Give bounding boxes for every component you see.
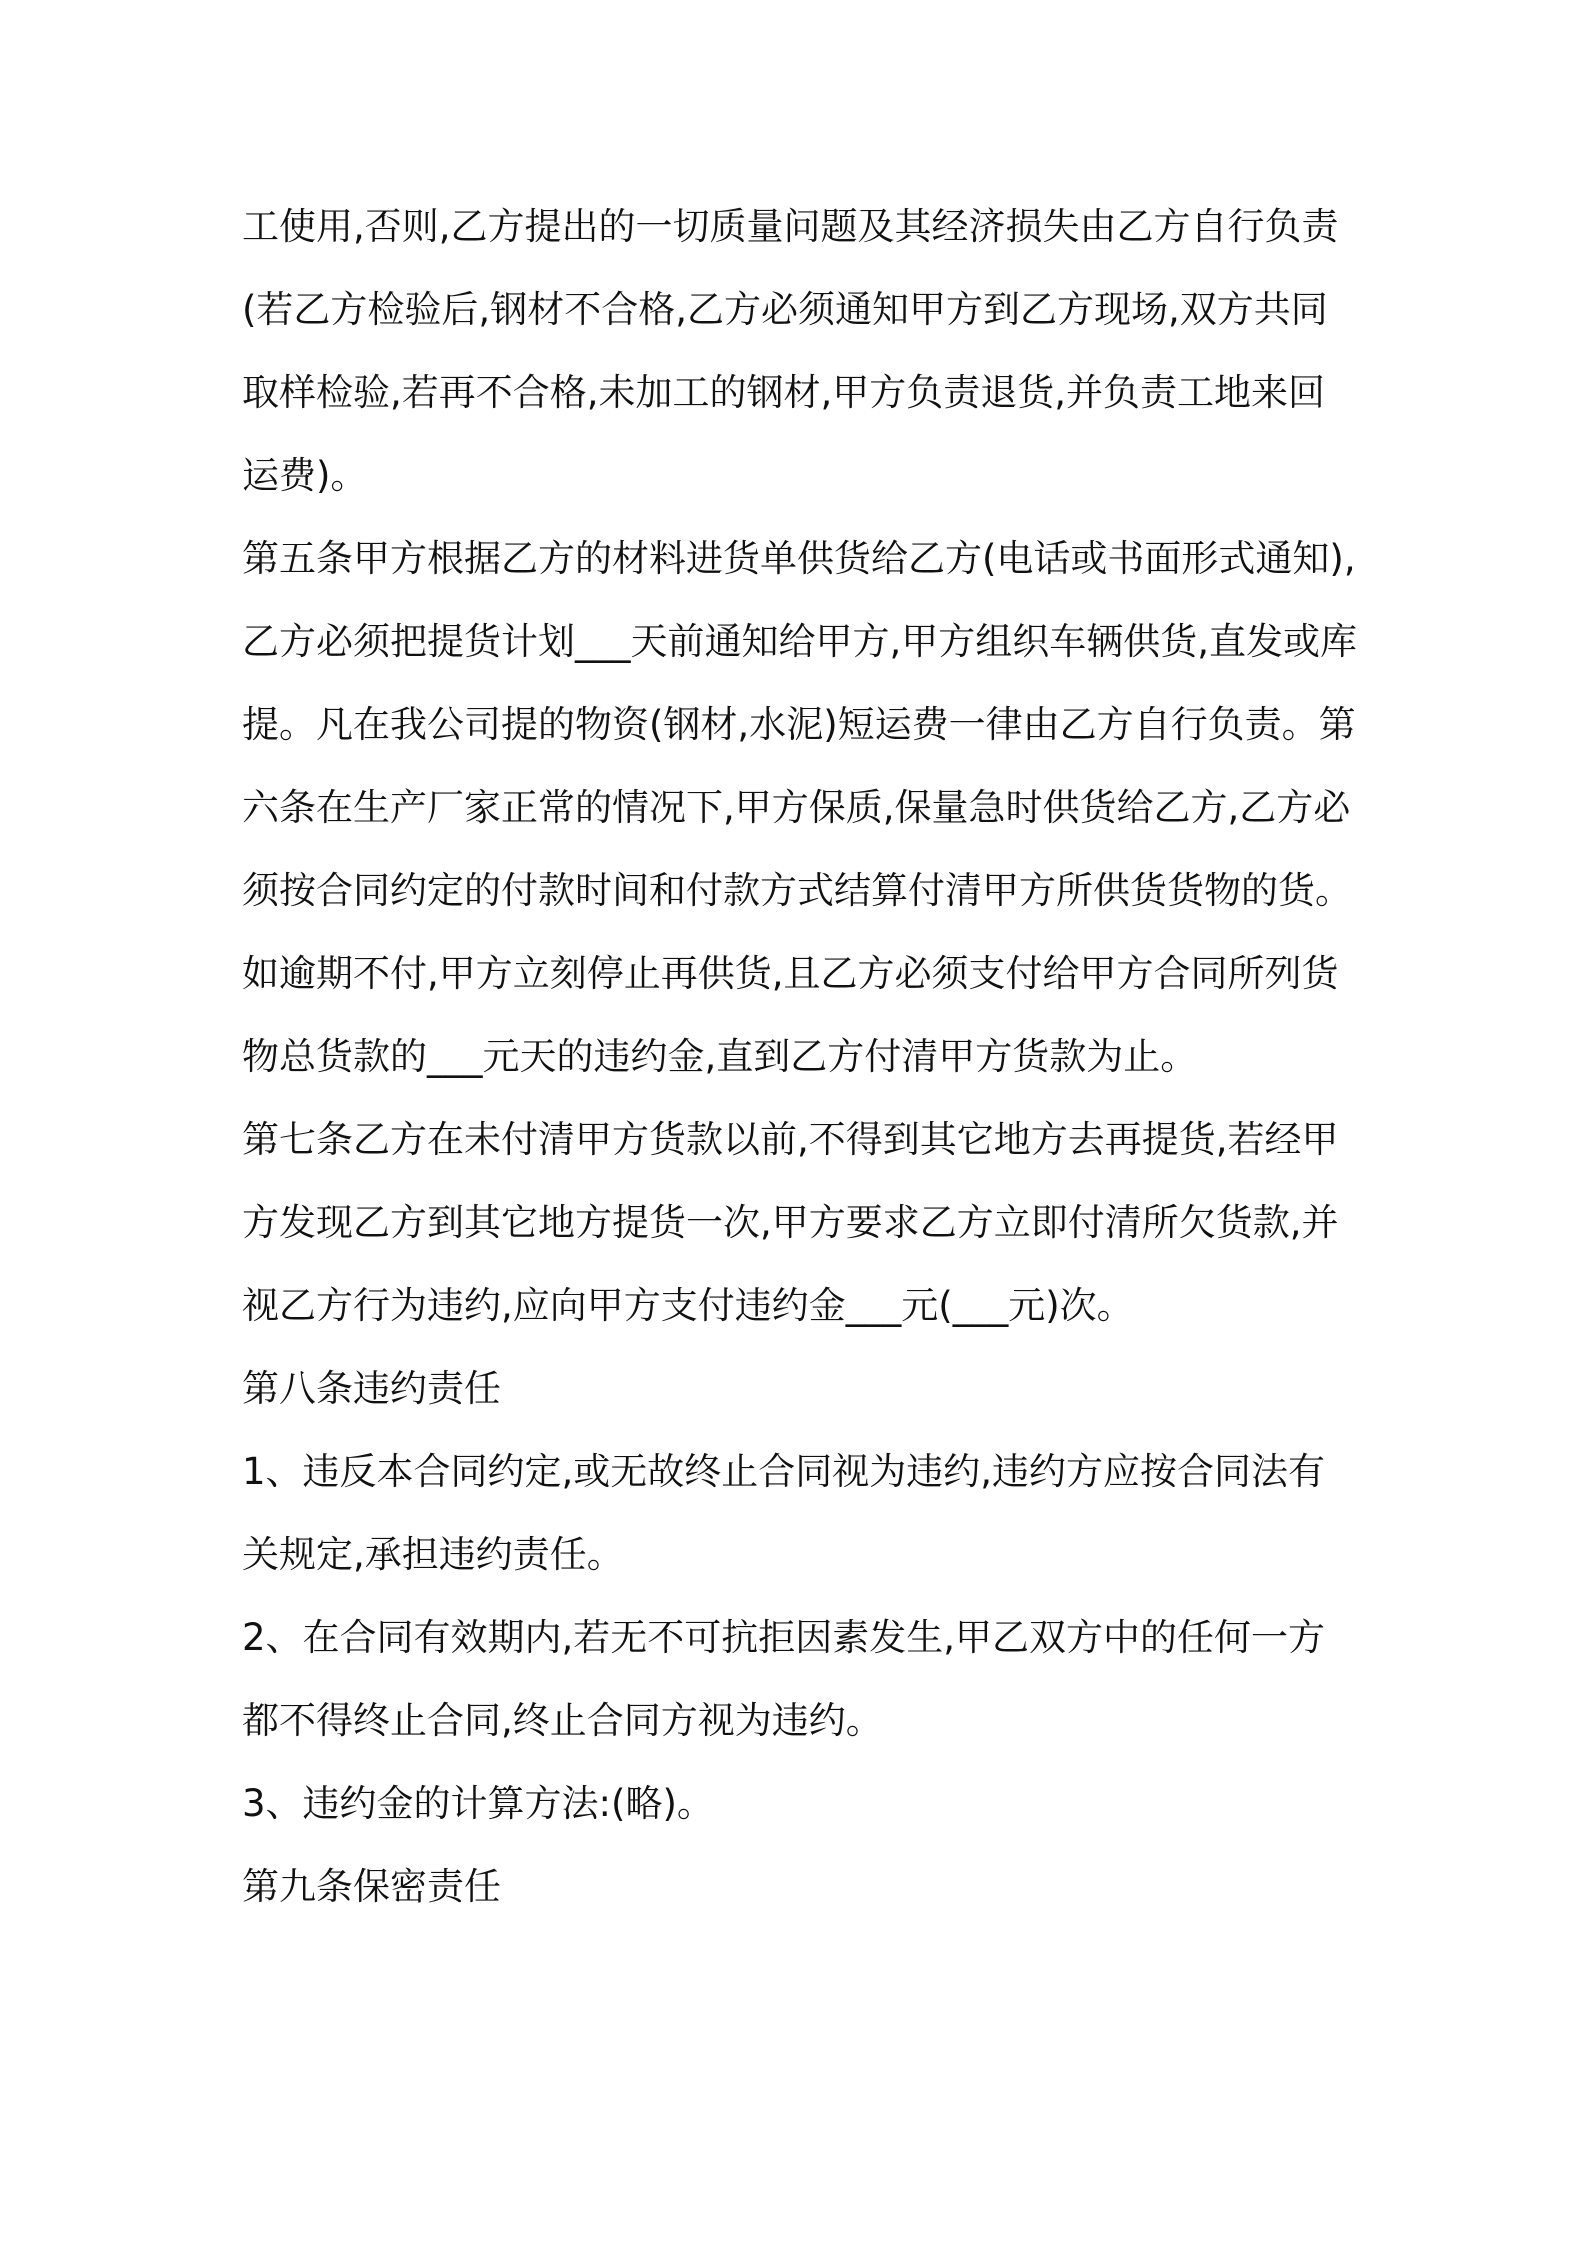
paragraph-article-8-item-1: 1、违反本合同约定,或无故终止合同视为违约,违约方应按合同法有关规定,承担违约责任。 [242,1450,1326,1576]
heading-article-9: 第九条保密责任 [242,1865,501,1908]
paragraph-article-7: 第七条乙方在未付清甲方货款以前,不得到其它地方去再提货,若经甲方发现乙方到其它地方提货一次,甲方要求乙方立即付清所欠货款,并视乙方行为违约,应向甲方支付违约金___元(___元)次。 [242,1118,1339,1327]
paragraph-article-8-item-3: 3、违约金的计算方法:(略)。 [242,1782,714,1825]
paragraph-overdue-payment: 如逾期不付,甲方立刻停止再供货,且乙方必须支付给甲方合同所列货物总货款的___元天的违约金,直到乙方付清甲方货款为止。 [242,952,1339,1078]
paragraph-quality-clause-continuation: 工使用,否则,乙方提出的一切质量问题及其经济损失由乙方自行负责(若乙方检验后,钢材不合格,乙方必须通知甲方到乙方现场,双方共同取样检验,若再不合格,未加工的钢材,甲方负责退货,并负责工地来回运费)。 [242,205,1339,497]
paragraph-article-8-item-2: 2、在合同有效期内,若无不可抗拒因素发生,甲乙双方中的任何一方都不得终止合同,终止合同方视为违约。 [242,1616,1326,1742]
heading-article-8: 第八条违约责任 [242,1367,501,1410]
document-body [242,185,1362,1928]
paragraph-article-5-and-6: 第五条甲方根据乙方的材料进货单供货给乙方(电话或书面形式通知),乙方必须把提货计划___天前通知给甲方,甲方组织车辆供货,直发或库提。凡在我公司提的物资(钢材,水泥)短运费一律由乙方自行负责。第六条在生产厂家正常的情况下,甲方保质,保量急时供货给乙方,乙方必须按合同约定的付款时间和付款方式结算付清甲方所供货货物的货。 [242,537,1358,912]
